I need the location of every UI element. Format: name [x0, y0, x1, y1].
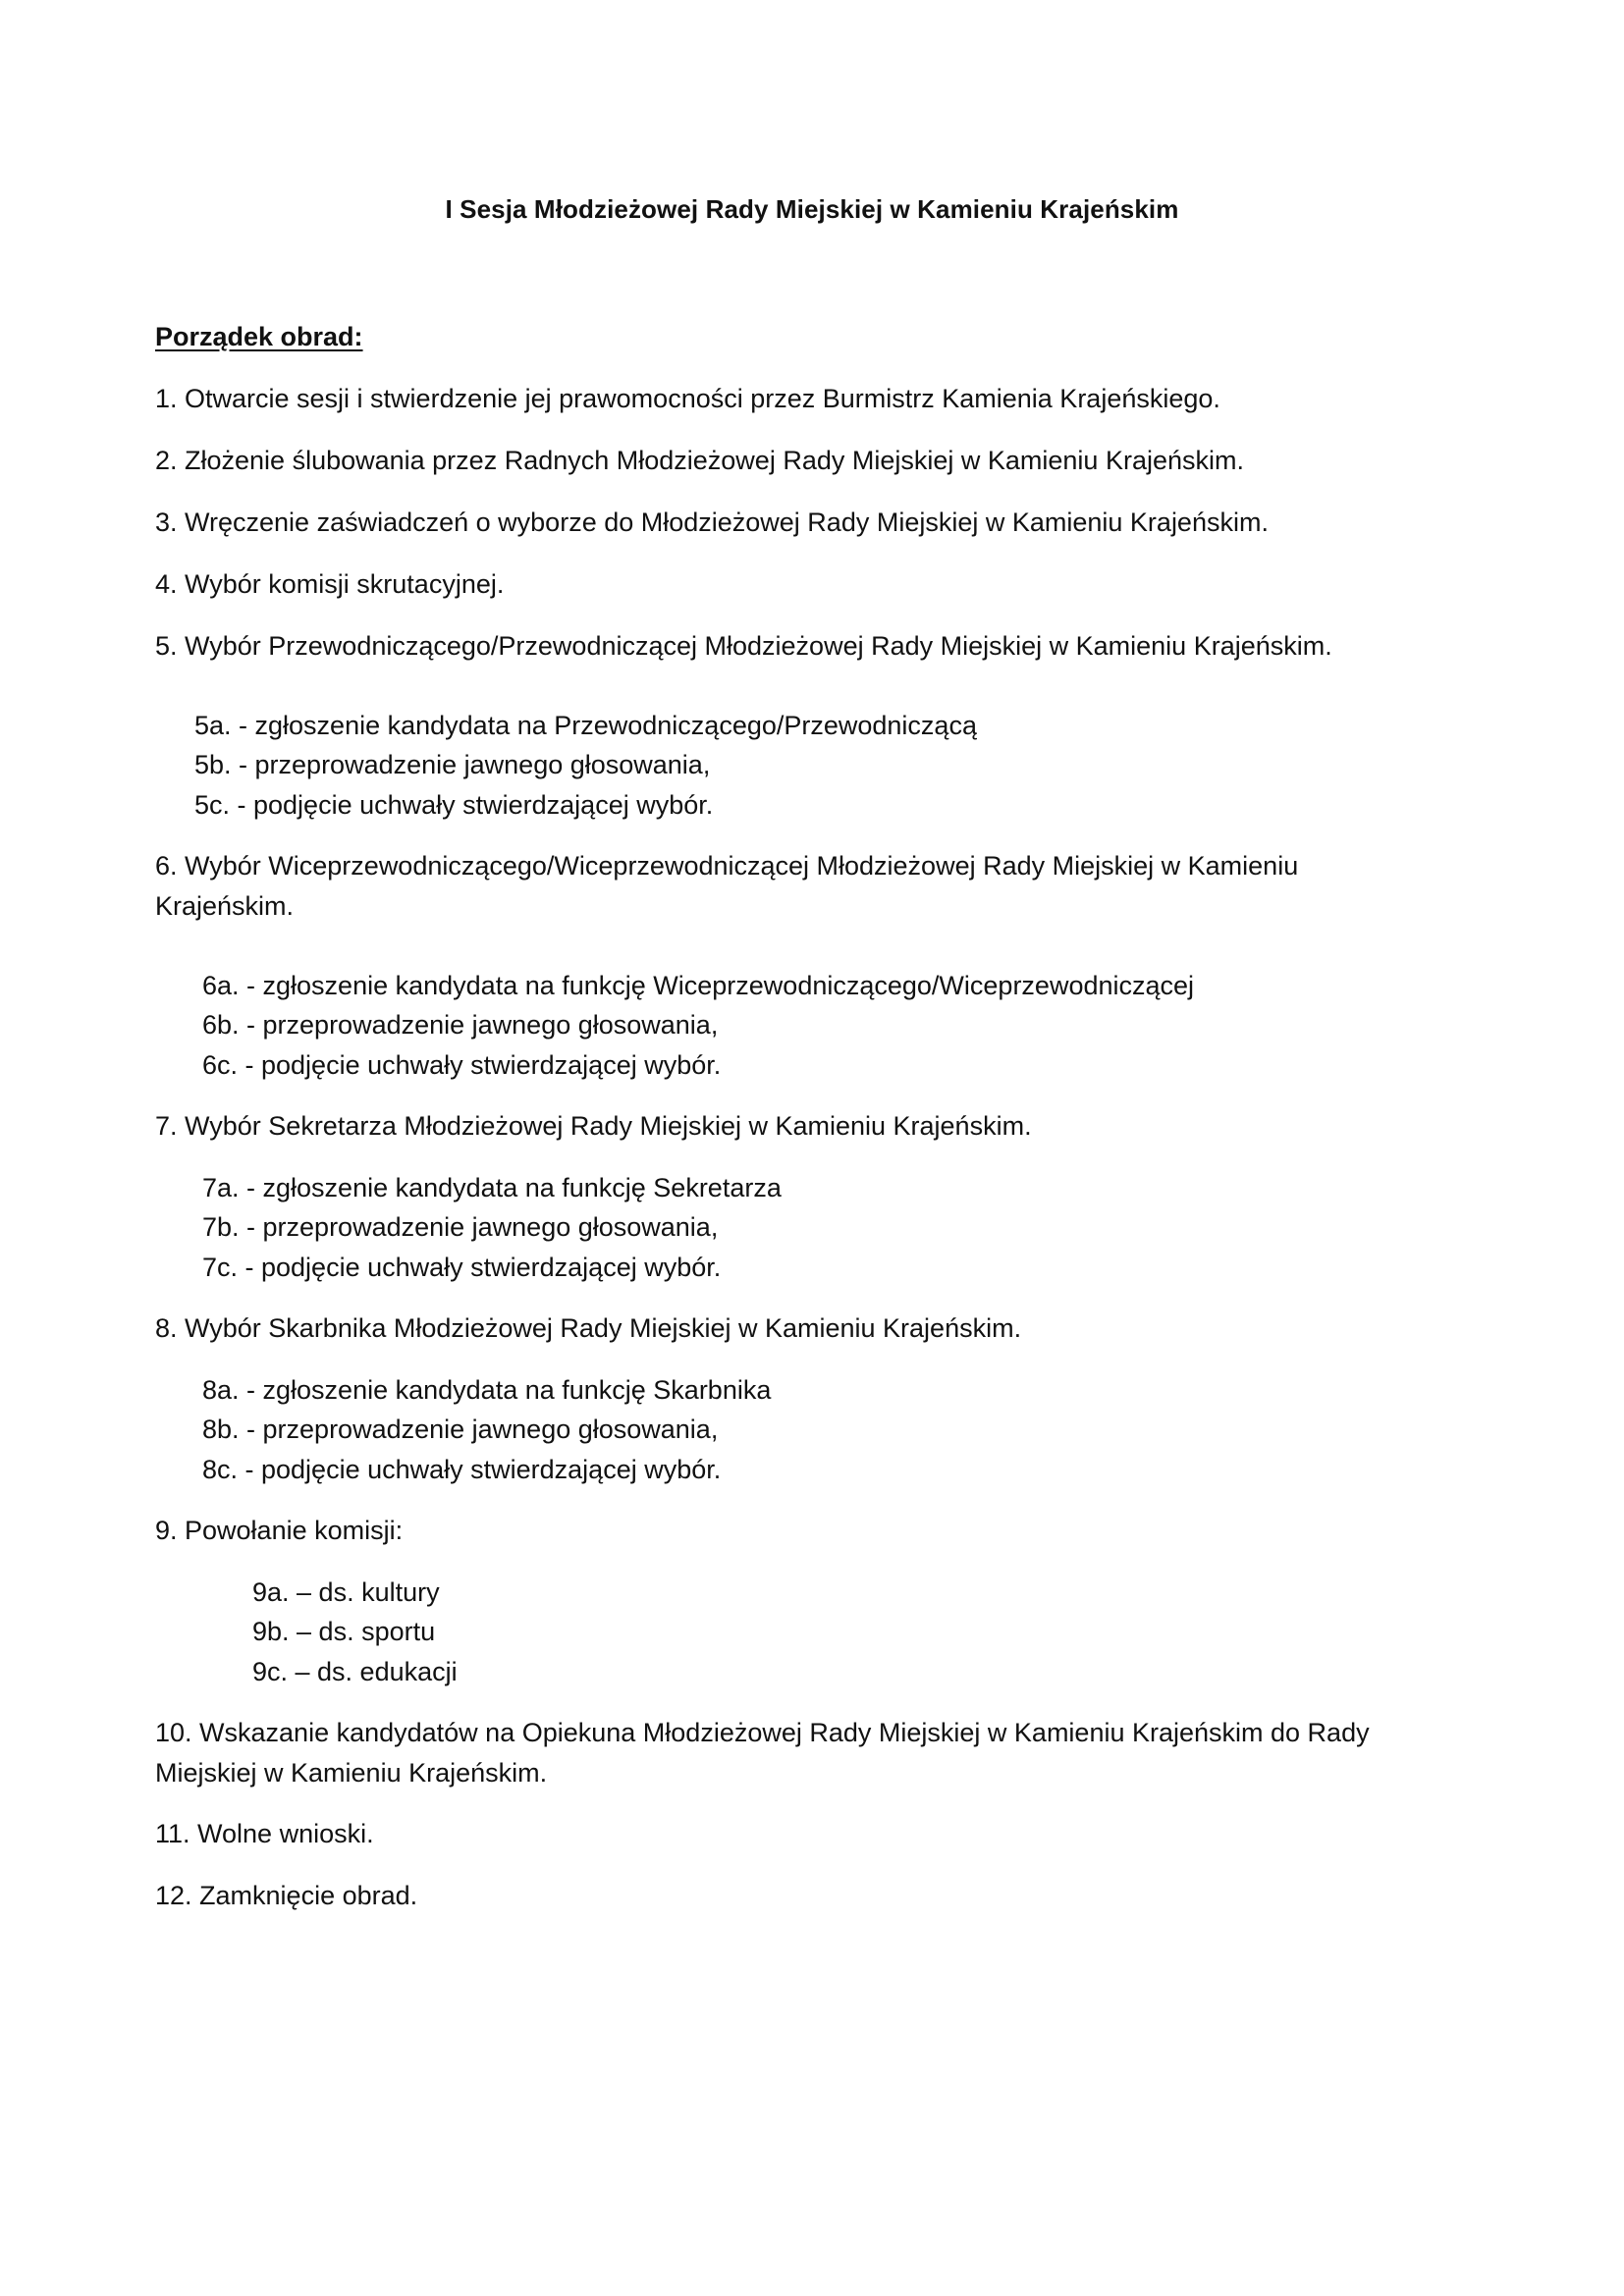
agenda-item-6: 6. Wybór Wiceprzewodniczącego/Wiceprzewodniczącej Młodzieżowej Rady Miejskiej w Kamieniu Krajeńskim.: [155, 851, 1299, 921]
agenda-item-8: 8. Wybór Skarbnika Młodzieżowej Rady Miejskiej w Kamieniu Krajeńskim.: [155, 1313, 1022, 1343]
agenda-item-12: 12. Zamknięcie obrad.: [155, 1881, 418, 1910]
agenda-item-11: 11. Wolne wnioski.: [155, 1819, 374, 1848]
agenda-item-1: 1. Otwarcie sesji i stwierdzenie jej prawomocności przez Burmistrz Kamienia Krajeńskiego.: [155, 384, 1220, 413]
agenda-subitem-6b: 6b. - przeprowadzenie jawnego głosowania,: [202, 1010, 719, 1040]
agenda-subitem-5c: 5c. - podjęcie uchwały stwierdzającej wybór.: [194, 790, 714, 820]
agenda-item-2: 2. Złożenie ślubowania przez Radnych Młodzieżowej Rady Miejskiej w Kamieniu Krajeńskim.: [155, 446, 1244, 475]
agenda-item-9: 9. Powołanie komisji:: [155, 1516, 404, 1545]
agenda-heading: Porządek obrad:: [155, 322, 363, 351]
agenda-subitem-7b: 7b. - przeprowadzenie jawnego głosowania,: [202, 1212, 719, 1242]
agenda-subitem-5b: 5b. - przeprowadzenie jawnego głosowania,: [194, 750, 711, 779]
agenda-item-7: 7. Wybór Sekretarza Młodzieżowej Rady Miejskiej w Kamieniu Krajeńskim.: [155, 1111, 1032, 1141]
agenda-subitem-8c: 8c. - podjęcie uchwały stwierdzającej wybór.: [202, 1455, 722, 1484]
agenda-subitem-6c: 6c. - podjęcie uchwały stwierdzającej wybór.: [202, 1050, 722, 1080]
agenda-subitem-7a: 7a. - zgłoszenie kandydata na funkcję Sekretarza: [202, 1173, 782, 1202]
agenda-subitem-8a: 8a. - zgłoszenie kandydata na funkcję Skarbnika: [202, 1375, 772, 1405]
agenda-item-10: 10. Wskazanie kandydatów na Opiekuna Młodzieżowej Rady Miejskiej w Kamieniu Krajeńskim do Rady Miejskiej w Kamieniu Krajeńskim.: [155, 1718, 1370, 1788]
agenda-subitem-6a: 6a. - zgłoszenie kandydata na funkcję Wiceprzewodniczącego/Wiceprzewodniczącej: [202, 971, 1195, 1000]
agenda-subitem-9b: 9b. – ds. sportu: [252, 1617, 436, 1646]
agenda-subitem-8b: 8b. - przeprowadzenie jawnego głosowania,: [202, 1415, 719, 1444]
agenda-item-3: 3. Wręczenie zaświadczeń o wyborze do Młodzieżowej Rady Miejskiej w Kamieniu Krajeńskim.: [155, 507, 1269, 537]
agenda-subitem-9c: 9c. – ds. edukacji: [252, 1657, 458, 1686]
agenda-subitem-5a: 5a. - zgłoszenie kandydata na Przewodniczącego/Przewodniczącą: [194, 711, 977, 740]
agenda-item-5: 5. Wybór Przewodniczącego/Przewodniczącej Młodzieżowej Rady Miejskiej w Kamieniu Krajeńskim.: [155, 631, 1332, 661]
agenda-subitem-9a: 9a. – ds. kultury: [252, 1577, 440, 1607]
document-title: I Sesja Młodzieżowej Rady Miejskiej w Kamieniu Krajeńskim: [445, 194, 1179, 224]
agenda-item-4: 4. Wybór komisji skrutacyjnej.: [155, 569, 505, 599]
agenda-subitem-7c: 7c. - podjęcie uchwały stwierdzającej wybór.: [202, 1253, 722, 1282]
